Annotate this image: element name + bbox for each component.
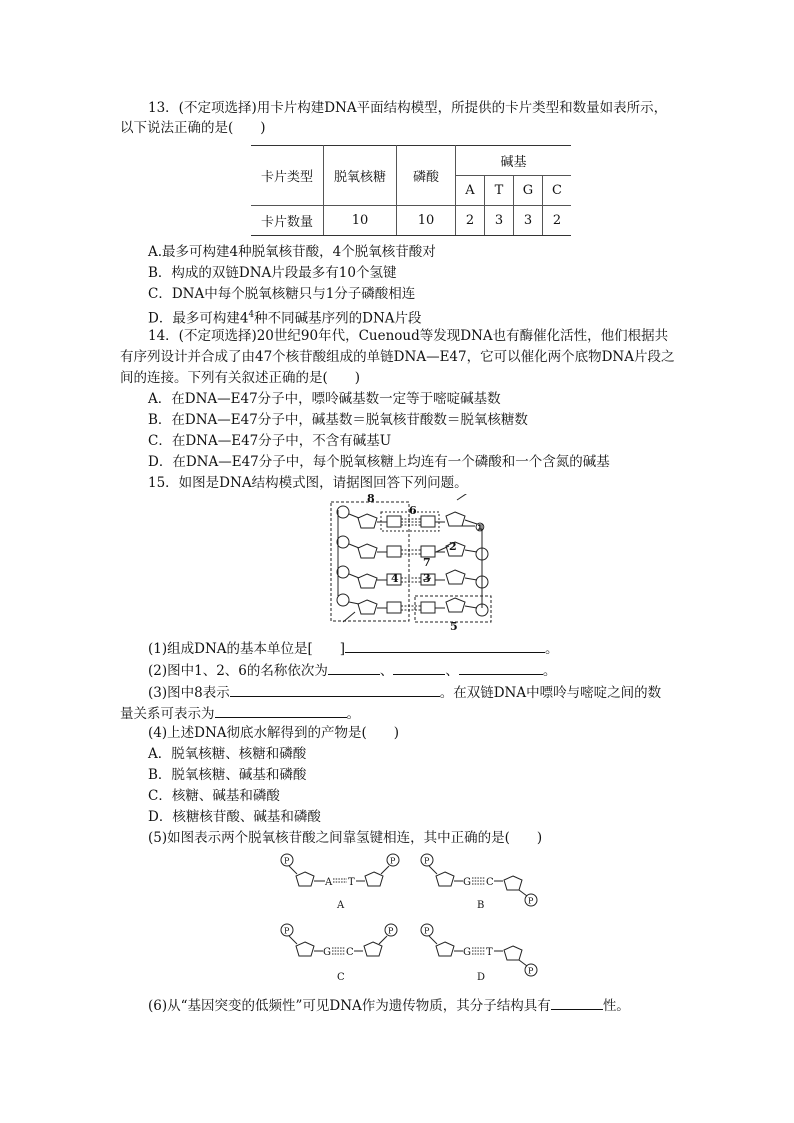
row-label: 卡片数量 bbox=[251, 206, 324, 236]
q15-sub5-figures bbox=[275, 850, 545, 984]
q13-option-a: A.最多可构建4种脱氧核苷酸，4个脱氧核苷酸对 bbox=[148, 244, 436, 260]
q13-stem-line1: 13．(不定项选择)用卡片构建DNA平面结构模型，所提供的卡片类型和数量如表所示， bbox=[148, 100, 668, 116]
q15-s6-post: 性。 bbox=[602, 998, 630, 1014]
fig-a-p-left: P bbox=[284, 856, 290, 866]
q15-sub1 bbox=[148, 638, 559, 658]
fig-b-right-base: C bbox=[486, 877, 494, 888]
box-8 bbox=[331, 502, 409, 621]
q14-option-c: C．在DNA—E47分子中，不含有碱基U bbox=[148, 433, 392, 449]
q15-sub4-option-d: D．核糖核苷酸、碱基和磷酸 bbox=[148, 809, 321, 825]
th-base-a: A bbox=[456, 176, 485, 206]
card-table bbox=[251, 145, 571, 236]
q15-sub4-option-a: A．脱氧核糖、核糖和磷酸 bbox=[148, 746, 307, 762]
box-5 bbox=[415, 596, 491, 622]
q13-option-d bbox=[148, 306, 422, 328]
cell-phosphate: 10 bbox=[397, 206, 456, 236]
answer-blank-6[interactable] bbox=[551, 995, 603, 1010]
fig-b-left-base: G bbox=[463, 877, 471, 888]
q15-sub4-option-c: C．核糖、碱基和磷酸 bbox=[148, 788, 280, 804]
left-nucleotide-4 bbox=[337, 594, 401, 614]
fig-a-p-right: P bbox=[390, 856, 396, 866]
answer-blank-1[interactable] bbox=[345, 638, 545, 653]
figure-c bbox=[281, 924, 397, 983]
right-nucleotide-1 bbox=[421, 512, 477, 527]
q15-s3-line2: 量关系可表示为 bbox=[120, 706, 215, 722]
q15-s1-pre: (1)组成DNA的基本单位是[ ] bbox=[148, 641, 346, 657]
th-base-t: T bbox=[485, 176, 514, 206]
q15-sub2 bbox=[148, 660, 556, 680]
answer-blank-2b[interactable] bbox=[393, 660, 445, 675]
label-8: 8 bbox=[367, 494, 375, 505]
q15-s6-pre: (6)从“基因突变的低频性”可见DNA作为遗传物质，其分子结构具有 bbox=[148, 998, 551, 1014]
q14-stem-line1: 14．(不定项选择)20世纪90年代，Cuenoud等发现DNA也有酶催化活性，他们根据共 bbox=[148, 328, 669, 344]
label-1: ① bbox=[475, 521, 485, 534]
q15-s2-sep1: 、 bbox=[379, 663, 394, 679]
q15-sub4: (4)上述DNA彻底水解得到的产物是( ) bbox=[148, 725, 400, 741]
fig-b-p-left: P bbox=[424, 856, 430, 866]
q15-intro: 15．如图是DNA结构模式图，请据图回答下列问题。 bbox=[148, 475, 468, 491]
right-nucleotide-4 bbox=[421, 598, 488, 616]
fig-c-p-right: P bbox=[388, 926, 394, 936]
label-6: 6 bbox=[409, 504, 417, 517]
q13-stem-line2: 以下说法正确的是( ) bbox=[120, 120, 266, 136]
dna-structure-diagram bbox=[325, 494, 495, 630]
figure-d bbox=[421, 924, 537, 983]
th-phosphate: 磷酸 bbox=[397, 146, 456, 206]
q15-s1-post: 。 bbox=[545, 641, 559, 657]
q13-optd-post: 种不同碱基序列的DNA片段 bbox=[254, 310, 422, 327]
right-nucleotide-3 bbox=[421, 570, 488, 588]
q14-stem-line3: 间的连接。下列有关叙述正确的是( ) bbox=[120, 370, 361, 386]
q15-s2-sep2: 、 bbox=[445, 663, 459, 679]
th-base: 碱基 bbox=[456, 146, 572, 176]
q15-s3-post: 。在双链DNA中嘌呤与嘧啶之间的数 bbox=[439, 685, 662, 701]
fig-b-p-right: P bbox=[528, 896, 534, 906]
q15-sub3-line1 bbox=[148, 682, 661, 702]
q15-sub3-line2 bbox=[120, 703, 360, 723]
fig-b-label: B bbox=[477, 900, 485, 911]
fig-a-right-base: T bbox=[348, 877, 355, 888]
fig-d-p-left: P bbox=[424, 926, 430, 936]
cell-sugar: 10 bbox=[324, 206, 397, 236]
left-nucleotide-1 bbox=[337, 506, 401, 528]
q13-option-c: C．DNA中每个脱氧核糖只与1分子磷酸相连 bbox=[148, 286, 416, 302]
fig-c-label: C bbox=[337, 972, 345, 983]
label-2: 2 bbox=[449, 540, 457, 553]
answer-blank-3b[interactable] bbox=[215, 703, 347, 718]
fig-d-right-base: T bbox=[486, 947, 493, 958]
figure-b bbox=[421, 854, 537, 911]
figure-a bbox=[281, 854, 399, 911]
label-3: 3 bbox=[423, 572, 431, 585]
q15-sub6 bbox=[148, 995, 630, 1015]
cell-c: 2 bbox=[543, 206, 572, 236]
answer-blank-2c[interactable] bbox=[459, 660, 543, 675]
fig-d-left-base: G bbox=[463, 947, 471, 958]
q15-s3-end: 。 bbox=[346, 706, 360, 722]
q14-option-d: D．在DNA—E47分子中，每个脱氧核糖上均连有一个磷酸和一个含氮的碱基 bbox=[148, 454, 610, 470]
q14-option-b: B．在DNA—E47分子中，碱基数＝脱氧核苷酸数＝脱氧核糖数 bbox=[148, 412, 528, 428]
q13-optd-sup: 4 bbox=[248, 310, 255, 320]
q15-s2-pre: (2)图中1、2、6的名称依次为 bbox=[148, 663, 328, 679]
cell-g: 3 bbox=[514, 206, 543, 236]
q13-optd-pre: D．最多可构建4 bbox=[148, 310, 249, 327]
fig-c-right-base: C bbox=[346, 947, 354, 958]
label-5: 5 bbox=[450, 620, 458, 630]
fig-a-label: A bbox=[337, 900, 345, 911]
th-sugar: 脱氧核糖 bbox=[324, 146, 397, 206]
q15-sub5: (5)如图表示两个脱氧核苷酸之间靠氢键相连，其中正确的是( ) bbox=[148, 830, 543, 846]
fig-d-p-right: P bbox=[528, 966, 534, 976]
fig-c-p-left: P bbox=[284, 926, 290, 936]
q15-s3-pre: (3)图中8表示 bbox=[148, 685, 230, 701]
label-7: 7 bbox=[423, 556, 431, 569]
fig-c-left-base: G bbox=[323, 947, 331, 958]
fig-a-left-base: A bbox=[325, 877, 333, 888]
q14-option-a: A．在DNA—E47分子中，嘌呤碱基数一定等于嘧啶碱基数 bbox=[148, 391, 501, 407]
q15-s2-post: 。 bbox=[542, 663, 557, 679]
cell-a: 2 bbox=[456, 206, 485, 236]
q14-stem-line2: 有序列设计并合成了由47个核苷酸组成的单链DNA—E47，它可以催化两个底物DNA片段之 bbox=[120, 349, 675, 365]
th-base-g: G bbox=[514, 176, 543, 206]
th-card-type: 卡片类型 bbox=[251, 146, 324, 206]
q15-sub4-option-b: B．脱氧核糖、碱基和磷酸 bbox=[148, 767, 307, 783]
label-4: 4 bbox=[391, 572, 399, 585]
q13-option-b: B．构成的双链DNA片段最多有10个氢键 bbox=[148, 265, 397, 281]
answer-blank-3a[interactable] bbox=[230, 682, 440, 697]
cell-t: 3 bbox=[485, 206, 514, 236]
fig-d-label: D bbox=[477, 972, 486, 983]
th-base-c: C bbox=[552, 183, 562, 198]
left-nucleotide-2 bbox=[337, 536, 401, 558]
answer-blank-2a[interactable] bbox=[328, 660, 380, 675]
